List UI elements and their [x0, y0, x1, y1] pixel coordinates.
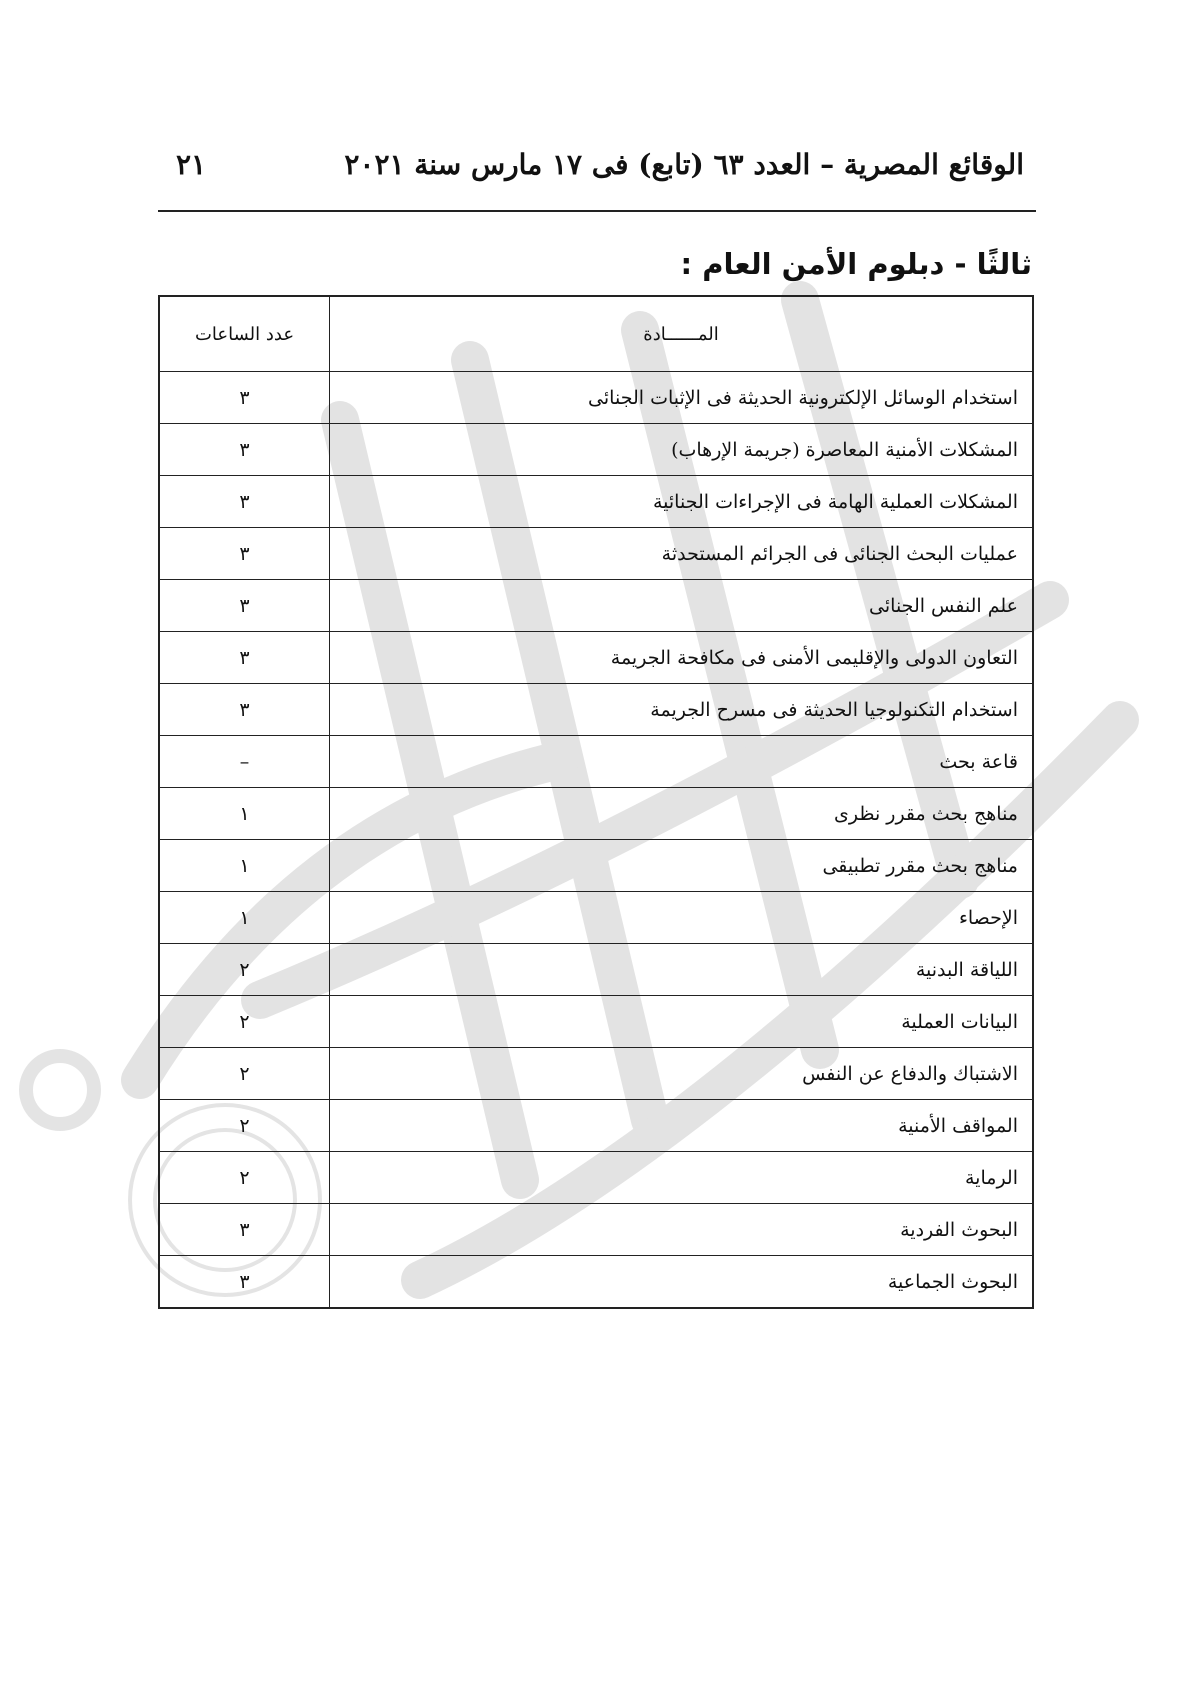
hours-cell: ٢ — [159, 944, 330, 996]
table-row — [159, 840, 1033, 892]
hours-cell: ٢ — [159, 996, 330, 1048]
section-title: ثالثًا - دبلوم الأمن العام : — [680, 247, 1032, 281]
table-row — [159, 1204, 1033, 1256]
hours-cell: ١ — [159, 840, 330, 892]
subject-cell: الاشتباك والدفاع عن النفس — [330, 1048, 1033, 1100]
hours-cell: ٣ — [159, 684, 330, 736]
table-row — [159, 996, 1033, 1048]
subject-cell: علم النفس الجنائى — [330, 580, 1033, 632]
table-row — [159, 788, 1033, 840]
subject-cell: عمليات البحث الجنائى فى الجرائم المستحدثة — [330, 528, 1033, 580]
table-row — [159, 580, 1033, 632]
hours-cell: – — [159, 736, 330, 788]
hours-cell: ٣ — [159, 476, 330, 528]
table-row — [159, 944, 1033, 996]
hours-cell: ٣ — [159, 580, 330, 632]
table-row — [159, 1100, 1033, 1152]
table-header-row — [159, 296, 1033, 372]
table-row — [159, 736, 1033, 788]
hours-cell: ٣ — [159, 1256, 330, 1309]
hours-cell: ٣ — [159, 632, 330, 684]
subject-cell: التعاون الدولى والإقليمى الأمنى فى مكافحة الجريمة — [330, 632, 1033, 684]
hours-cell: ١ — [159, 788, 330, 840]
hours-cell: ٢ — [159, 1048, 330, 1100]
hours-cell: ٢ — [159, 1100, 330, 1152]
hours-cell: ١ — [159, 892, 330, 944]
hours-column-header: عدد الساعات — [159, 296, 330, 372]
subject-cell: المشكلات العملية الهامة فى الإجراءات الجنائية — [330, 476, 1033, 528]
hours-cell: ٣ — [159, 1204, 330, 1256]
table-row — [159, 892, 1033, 944]
subject-cell: مناهج بحث مقرر تطبيقى — [330, 840, 1033, 892]
hours-cell: ٢ — [159, 1152, 330, 1204]
subject-cell: الرماية — [330, 1152, 1033, 1204]
table-row — [159, 632, 1033, 684]
table-row — [159, 1048, 1033, 1100]
table-row — [159, 1256, 1033, 1309]
page-number: ٢١ — [176, 148, 207, 181]
hours-cell: ٣ — [159, 372, 330, 424]
subjects-table — [158, 295, 1034, 1309]
table-row — [159, 424, 1033, 476]
subject-cell: المواقف الأمنية — [330, 1100, 1033, 1152]
subject-cell: المشكلات الأمنية المعاصرة (جريمة الإرهاب) — [330, 424, 1033, 476]
table-row — [159, 684, 1033, 736]
subject-cell: مناهج بحث مقرر نظرى — [330, 788, 1033, 840]
subject-cell: الإحصاء — [330, 892, 1033, 944]
table-row — [159, 1152, 1033, 1204]
hours-cell: ٣ — [159, 424, 330, 476]
subject-cell: قاعة بحث — [330, 736, 1033, 788]
hours-cell: ٣ — [159, 528, 330, 580]
subject-cell: البحوث الجماعية — [330, 1256, 1033, 1309]
page-header — [158, 142, 1036, 212]
subject-column-header: المــــــادة — [330, 296, 1033, 372]
table-row — [159, 372, 1033, 424]
gazette-title: الوقائع المصرية – العدد ٦٣ (تابع) فى ١٧ مارس سنة ٢٠٢١ — [344, 148, 1024, 181]
subject-cell: اللياقة البدنية — [330, 944, 1033, 996]
subject-cell: البحوث الفردية — [330, 1204, 1033, 1256]
table-row — [159, 476, 1033, 528]
subject-cell: استخدام التكنولوجيا الحديثة فى مسرح الجريمة — [330, 684, 1033, 736]
subject-cell: استخدام الوسائل الإلكترونية الحديثة فى الإثبات الجنائى — [330, 372, 1033, 424]
table-row — [159, 528, 1033, 580]
subject-cell: البيانات العملية — [330, 996, 1033, 1048]
